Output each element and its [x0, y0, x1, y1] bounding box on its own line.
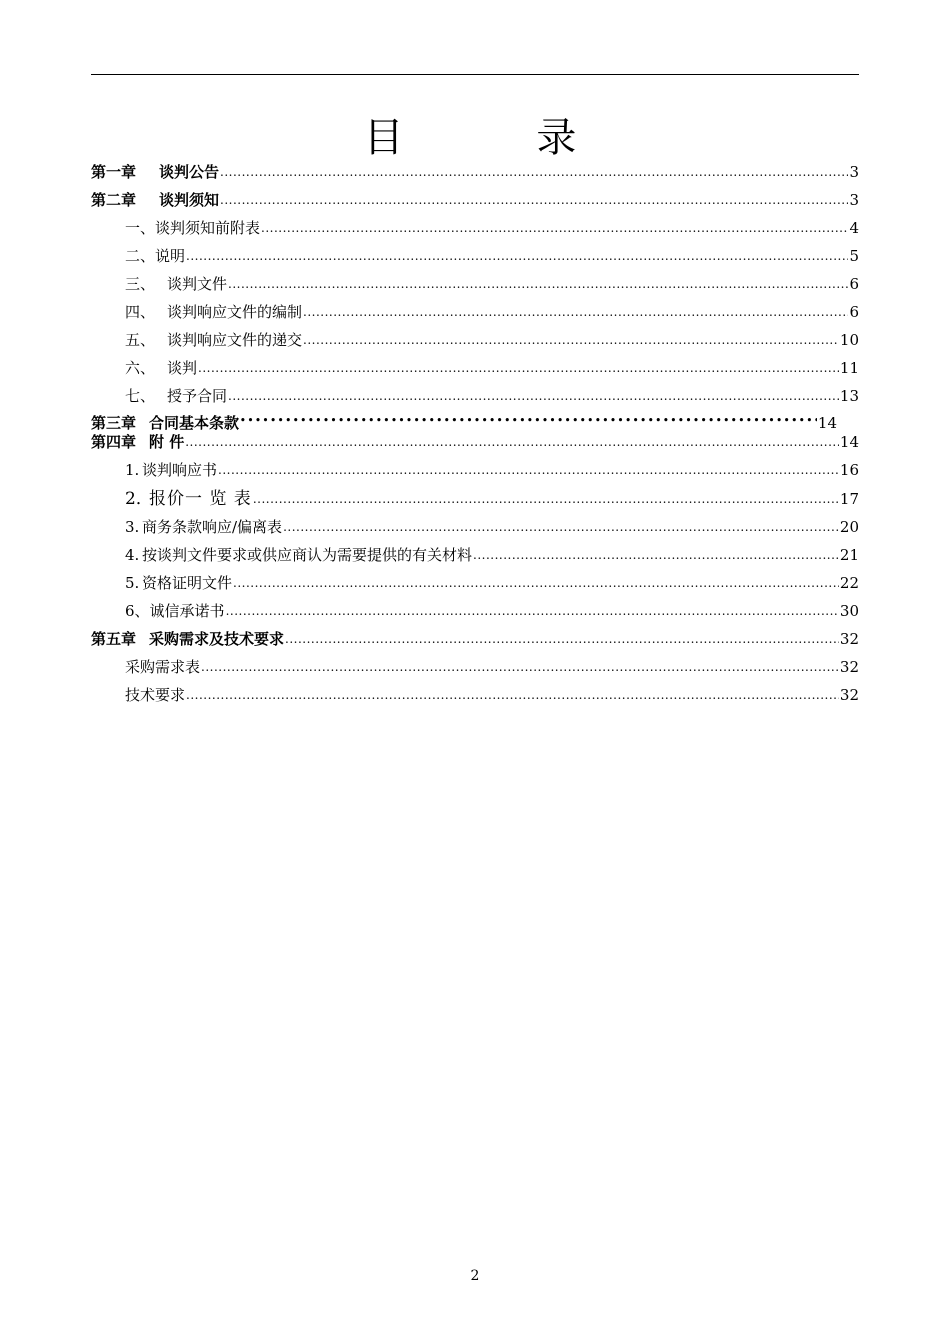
toc-dot-leader	[226, 601, 839, 621]
toc-entry-page: 32	[839, 630, 859, 648]
toc-entry-label: 报价一 览 表	[149, 489, 252, 509]
toc-entry-page: 4	[849, 219, 859, 237]
toc-dot-leader	[198, 358, 839, 378]
toc-entry-number: 第五章	[91, 630, 137, 648]
toc-entry-number: 6、	[125, 602, 150, 620]
toc-entry-appendix-5[interactable]	[125, 571, 859, 593]
toc-entry-section-6[interactable]	[125, 356, 859, 378]
toc-entry-number: 第三章	[91, 414, 137, 432]
toc-entry-label: 资格证明文件	[142, 574, 233, 592]
toc-entry-page: 22	[839, 574, 859, 592]
toc-entry-chapter-4[interactable]	[91, 430, 859, 452]
toc-dot-leader	[218, 460, 839, 480]
toc-dot-leader	[185, 432, 839, 452]
toc-entry-label: 商务条款响应/偏离表	[142, 518, 283, 536]
toc-entry-number: 4.	[125, 546, 140, 564]
toc-dot-leader	[186, 246, 848, 266]
toc-entry-appendix-6[interactable]	[125, 599, 859, 621]
toc-entry-page: 14	[839, 433, 859, 451]
toc-entry-appendix-2[interactable]	[125, 487, 859, 509]
toc-entry-procurement-table[interactable]	[125, 655, 859, 677]
toc-entry-chapter-5[interactable]	[91, 627, 859, 649]
toc-entry-label: 谈判响应书	[142, 461, 218, 479]
toc-entry-label: 附 件	[149, 433, 185, 451]
toc-entry-appendix-4[interactable]	[125, 543, 859, 565]
toc-entry-number: 一、	[125, 219, 156, 237]
toc-entry-page: 3	[849, 191, 859, 209]
toc-entry-number: 第一章	[91, 163, 137, 181]
toc-entry-number: 5.	[125, 574, 140, 592]
toc-entry-appendix-1[interactable]	[125, 458, 859, 480]
toc-dot-leader	[303, 302, 848, 322]
toc-entry-page: 10	[839, 331, 859, 349]
header-rule	[91, 74, 859, 75]
toc-entry-chapter-1[interactable]	[91, 160, 859, 182]
toc-entry-page: 32	[839, 658, 859, 676]
toc-entry-label: 采购需求及技术要求	[149, 630, 285, 648]
toc-entry-page: 30	[839, 602, 859, 620]
toc-dot-leader	[220, 190, 848, 210]
toc-entry-appendix-3[interactable]	[125, 515, 859, 537]
toc-entry-section-4[interactable]	[125, 300, 859, 322]
toc-entry-page: 11	[839, 359, 859, 377]
toc-title: 目 录	[363, 115, 637, 161]
toc-entry-page: 32	[839, 686, 859, 704]
toc-dot-leader	[228, 386, 839, 406]
toc-entry-page: 5	[849, 247, 859, 265]
toc-entry-number: 七、	[125, 387, 156, 405]
toc-dot-leader	[303, 330, 839, 350]
toc-entry-technical-requirements[interactable]	[125, 683, 859, 705]
toc-entry-number: 2．	[125, 489, 153, 509]
toc-entry-label: 谈判文件	[167, 275, 228, 293]
toc-entry-page: 6	[849, 275, 859, 293]
toc-entry-number: 第二章	[91, 191, 137, 209]
toc-dot-leader	[220, 162, 848, 182]
toc-entry-label: 谈判	[167, 359, 198, 377]
toc-entry-label: 谈判响应文件的递交	[167, 331, 303, 349]
toc-entry-page: 17	[839, 490, 859, 508]
toc-entry-label: 诚信承诺书	[149, 602, 225, 620]
toc-entry-label: 授予合同	[167, 387, 228, 405]
toc-dot-leader	[201, 657, 839, 677]
toc-dot-leader	[283, 517, 839, 537]
toc-entry-label: 谈判公告	[159, 163, 220, 181]
toc-dot-leader	[233, 573, 839, 593]
toc-entry-number: 二、	[125, 247, 156, 265]
toc-entry-label: 谈判须知	[159, 191, 220, 209]
toc-entry-number: 三、	[125, 275, 156, 293]
toc-entry-label: 谈判响应文件的编制	[167, 303, 303, 321]
toc-entry-section-7[interactable]	[125, 384, 859, 406]
toc-entry-section-3[interactable]	[125, 272, 859, 294]
toc-entry-number: 1.	[125, 461, 140, 479]
toc-entry-page: 6	[849, 303, 859, 321]
page-number: 2	[470, 1268, 480, 1284]
toc-dot-leader	[228, 274, 848, 294]
toc-entry-page: 16	[839, 461, 859, 479]
toc-entry-label: 合同基本条款	[149, 414, 240, 432]
toc-entry-page: 21	[839, 546, 859, 564]
toc-entry-section-1[interactable]	[125, 216, 859, 238]
toc-entry-number: 五、	[125, 331, 156, 349]
toc-entry-page: 14	[817, 414, 837, 432]
toc-entry-label: 技术要求	[125, 686, 186, 704]
toc-entry-number: 3.	[125, 518, 140, 536]
toc-entry-number: 四、	[125, 303, 156, 321]
toc-entry-label: 采购需求表	[125, 658, 201, 676]
toc-entry-page: 3	[849, 163, 859, 181]
toc-entry-section-2[interactable]	[125, 244, 859, 266]
toc-entry-section-5[interactable]	[125, 328, 859, 350]
toc-entry-label: 说明	[155, 247, 186, 265]
toc-entry-page: 20	[839, 518, 859, 536]
toc-entry-chapter-2[interactable]	[91, 188, 859, 210]
toc-dot-leader	[473, 545, 839, 565]
toc-entry-number: 第四章	[91, 433, 137, 451]
toc-entry-number: 六、	[125, 359, 156, 377]
toc-dot-leader	[285, 629, 839, 649]
toc-dot-leader	[253, 489, 839, 509]
toc-entry-label: 谈判须知前附表	[155, 219, 261, 237]
toc-entry-label: 按谈判文件要求或供应商认为需要提供的有关材料	[142, 546, 473, 564]
toc-dot-leader	[261, 218, 848, 238]
toc-entry-page: 13	[839, 387, 859, 405]
toc-dot-leader	[186, 685, 839, 705]
